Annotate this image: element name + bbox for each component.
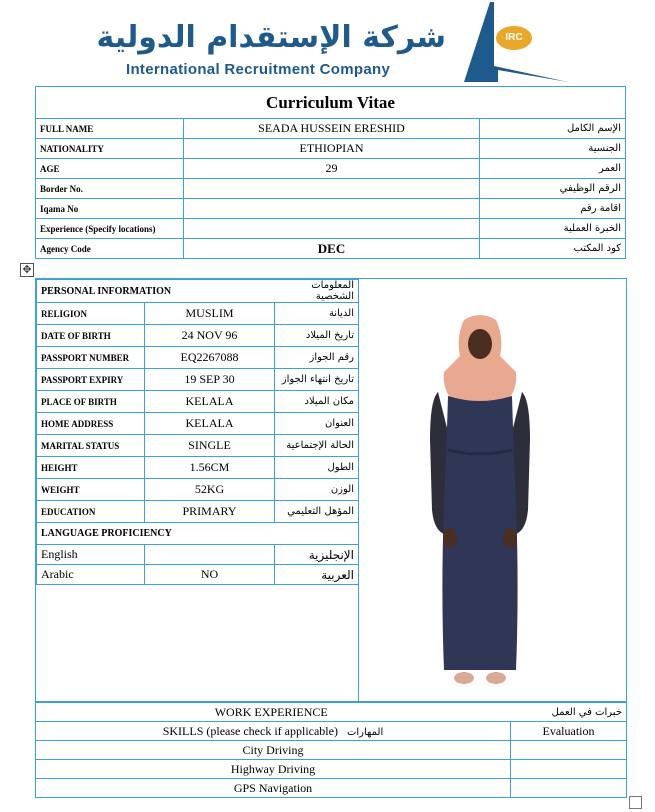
skill-label: GPS Navigation [36,779,511,798]
row-label: PLACE OF BIRTH [37,391,145,413]
language-proficiency-heading: LANGUAGE PROFICIENCY [37,523,359,545]
table-resize-handle-icon[interactable] [629,796,642,809]
row-label: NATIONALITY [36,139,184,159]
company-logo [96,0,570,84]
table-row [37,479,359,501]
row-label: Experience (Specify locations) [36,219,184,239]
work-skills-table [35,702,627,798]
row-value: 1.56CM [145,457,275,479]
table-row [37,369,359,391]
row-value: 24 NOV 96 [145,325,275,347]
row-arabic-label: مكان الميلاد [275,391,359,413]
row-value [184,179,480,199]
agency-code-value: DEC [184,239,480,259]
row-value: SINGLE [145,435,275,457]
row-value: KELALA [145,413,275,435]
row-label: MARITAL STATUS [37,435,145,457]
table-row [37,347,359,369]
table-row [37,413,359,435]
language-arabic-label: العربية [275,565,359,585]
row-label: FULL NAME [36,119,184,139]
language-value: NO [145,565,275,585]
logo-english-text: International Recruitment Company [126,61,391,78]
table-row [37,391,359,413]
row-value: SEADA HUSSEIN ERESHID [184,119,480,139]
skills-heading-arabic: المهارات [346,726,384,738]
language-label: Arabic [37,565,145,585]
row-label: Border No. [36,179,184,199]
personal-info-table [36,279,359,585]
row-arabic-label: الديانة [275,303,359,325]
row-arabic-label: العنوان [275,413,359,435]
row-arabic-label: الحالة الإجتماعية [275,435,359,457]
table-row [36,179,626,199]
cv-summary-table [35,86,626,259]
table-row [37,435,359,457]
table-row [37,501,359,523]
table-move-handle-icon[interactable]: ✥ [20,263,34,277]
skill-evaluation[interactable] [510,760,626,779]
table-row [36,760,627,779]
row-arabic-label: الخبرة العملية [480,219,626,239]
table-row [37,457,359,479]
skill-label: City Driving [36,741,511,760]
work-experience-heading-arabic: خبرات في العمل [510,703,626,722]
row-label: PASSPORT NUMBER [37,347,145,369]
skill-evaluation[interactable] [510,779,626,798]
row-arabic-label: الوزن [275,479,359,501]
row-arabic-label: الجنسية [480,139,626,159]
language-value [145,545,275,565]
row-label: DATE OF BIRTH [37,325,145,347]
skill-label: Highway Driving [36,760,511,779]
row-arabic-label: اقامة رقم [480,199,626,219]
personal-info-heading-arabic: المعلومات الشخصية [275,280,359,303]
skills-heading: SKILLS (please check if applicable) [162,723,338,738]
row-arabic-label: المؤهل التعليمي [275,501,359,523]
row-value: 19 SEP 30 [145,369,275,391]
language-arabic-label: الإنجليزية [275,545,359,565]
row-arabic-label: الإسم الكامل [480,119,626,139]
logo-badge: IRC [496,26,532,50]
row-value: MUSLIM [145,303,275,325]
row-label: EDUCATION [37,501,145,523]
table-row [37,565,359,585]
row-value: 29 [184,159,480,179]
table-row [36,779,627,798]
table-row [36,139,626,159]
row-value: ETHIOPIAN [184,139,480,159]
row-label: PASSPORT EXPIRY [37,369,145,391]
row-arabic-label: الطول [275,457,359,479]
row-arabic-label: تاريخ انتهاء الجواز [275,369,359,391]
row-value: PRIMARY [145,501,275,523]
row-value [184,219,480,239]
table-row [36,159,626,179]
table-row [36,199,626,219]
row-value: 52KG [145,479,275,501]
work-experience-heading: WORK EXPERIENCE [214,704,328,719]
row-value [184,199,480,219]
row-arabic-label: كود المكتب [480,239,626,259]
candidate-photo [420,310,540,700]
row-arabic-label: تاريخ الميلاد [275,325,359,347]
row-label: RELIGION [37,303,145,325]
row-arabic-label: العمر [480,159,626,179]
skill-evaluation[interactable] [510,741,626,760]
table-row [37,303,359,325]
row-label: HOME ADDRESS [37,413,145,435]
row-arabic-label: الرقم الوظيفي [480,179,626,199]
table-row [36,119,626,139]
table-row [36,741,627,760]
personal-info-heading: PERSONAL INFORMATION [37,280,275,303]
table-row [36,219,626,239]
row-label: Iqama No [36,199,184,219]
evaluation-heading: Evaluation [510,722,626,741]
logo-arabic-text: شركة الإستقدام الدولية [96,20,446,55]
cv-title: Curriculum Vitae [36,87,626,119]
table-row [37,545,359,565]
row-label: AGE [36,159,184,179]
language-label: English [37,545,145,565]
table-row [36,239,626,259]
row-label: Agency Code [36,239,184,259]
row-label: WEIGHT [37,479,145,501]
row-label: HEIGHT [37,457,145,479]
row-arabic-label: رقم الجواز [275,347,359,369]
row-value: KELALA [145,391,275,413]
table-row [37,325,359,347]
row-value: EQ2267088 [145,347,275,369]
